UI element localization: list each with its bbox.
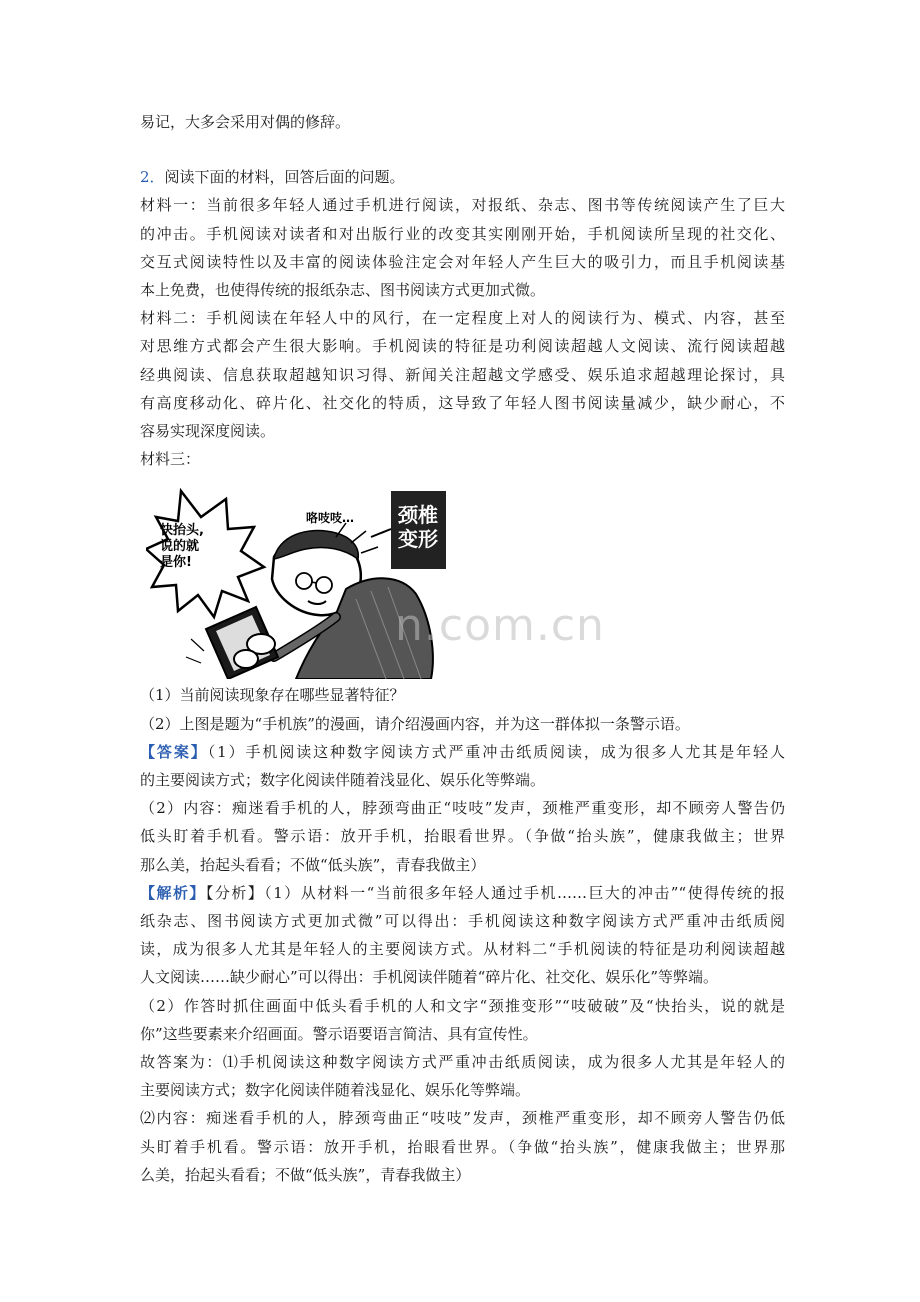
- final-answer-line: 么美，抬起头看看；不做“低头族”，青春我做主）: [140, 1165, 471, 1184]
- answer2-line: 低头盯着手机看。警示语：放开手机，抬眼看世界。（争做“抬头族”，健康我做主；世界: [140, 827, 785, 846]
- analysis-line: 人文阅读……缺少耐心”可以得出：手机阅读伴随着“碎片化、社交化、娱乐化”等弊端。: [140, 968, 719, 987]
- analysis-line: 纸杂志、图书阅读方式更加式微”可以得出：手机阅读这种数字阅读方式严重冲击纸质阅: [140, 912, 785, 931]
- answer-text: （1）手机阅读这种数字阅读方式严重冲击纸质阅读，成为很多人尤其是年轻人: [207, 742, 785, 761]
- question-heading: [140, 163, 785, 191]
- bubble-line: 说的就: [160, 539, 200, 555]
- question-item: （1）当前阅读现象存在哪些显著特征？: [140, 686, 405, 705]
- watermark: n.com.cn: [395, 600, 605, 651]
- comic-sign-text: [398, 503, 438, 551]
- answer-line: [140, 738, 785, 766]
- answer2-line: 那么美，抬起头看看；不做“低头族”，青春我做主）: [140, 855, 486, 874]
- material2-line: 有高度移动化、碎片化、社交化的特质，这导致了年轻人图书阅读量减少，缺少耐心，不: [140, 393, 785, 412]
- final-answer-line: 主要阅读方式；数字化阅读伴随着浅显化、娱乐化等弊端。: [140, 1081, 531, 1100]
- analysis2-line: 你”这些要素来介绍画面。警示语要语言简洁、具有宣传性。: [140, 1024, 538, 1043]
- analysis-text: 【分析】（1）从材料一“当前很多年轻人通过手机……巨大的冲击”“使得传统的报: [205, 883, 785, 902]
- comic-bubble-text: [160, 523, 204, 571]
- answer-tag: 【答案】: [140, 742, 208, 761]
- spacer: [140, 136, 785, 163]
- analysis-tag: 【解析】: [140, 883, 206, 902]
- question-number: 2．: [140, 168, 165, 187]
- material1-line: 材料一：当前很多年轻人通过手机进行阅读，对报纸、杂志、图书等传统阅读产生了巨大: [140, 196, 785, 215]
- material3-label: 材料三：: [140, 450, 201, 469]
- question-item: （2）上图是题为“手机族”的漫画，请介绍漫画内容，并为这一群体拟一条警示语。: [140, 714, 690, 733]
- bubble-line: 快抬头,: [160, 523, 204, 539]
- final-answer-line: 头盯着手机看。警示语：放开手机，抬眼看世界。（争做“抬头族”，健康我做主；世界那: [140, 1137, 785, 1156]
- material1-line: 交互式阅读特性以及丰富的阅读体验注定会对年轻人产生巨大的吸引力，而且手机阅读基: [140, 252, 785, 271]
- text-line: 易记，大多会采用对偶的修辞。: [140, 113, 351, 131]
- material2-line: 对思维方式都会产生很大影响。手机阅读的特征是功利阅读超越人文阅读、流行阅读超越: [140, 337, 785, 356]
- material2-line: 材料二：手机阅读在年轻人中的风行，在一定程度上对人的阅读行为、模式、内容，甚至: [140, 309, 785, 328]
- final-answer-line: ⑵内容：痴迷看手机的人，脖颈弯曲正“吱吱”发声，颈椎严重变形，却不顾旁人警告仍低: [140, 1109, 785, 1128]
- sign-line: 变形: [398, 527, 438, 552]
- answer2-line: （2）内容：痴迷看手机的人，脖颈弯曲正“吱吱”发声，颈椎严重变形，却不顾旁人警告仍: [140, 799, 785, 818]
- sign-line: 颈椎: [398, 503, 438, 528]
- analysis-line: 读，成为很多人尤其是年轻人的主要阅读方式。从材料二“手机阅读的特征是功利阅读超越: [140, 940, 785, 959]
- analysis2-line: （2）作答时抓住画面中低头看手机的人和文字“颈推变形”“吱破破”及“快抬头，说的就是: [140, 996, 785, 1015]
- material2-line: 容易实现深度阅读。: [140, 422, 276, 441]
- comic-sound-text: 咯吱吱…: [306, 511, 355, 526]
- material1-line: 本上免费，也使得传统的报纸杂志、图书阅读方式更加式微。: [140, 281, 546, 300]
- final-answer-line: 故答案为：⑴手机阅读这种数字阅读方式严重冲击纸质阅读，成为很多人尤其是年轻人的: [140, 1053, 785, 1072]
- analysis-line: [140, 879, 785, 907]
- bubble-line: 是你!: [160, 555, 192, 571]
- answer-line: 的主要阅读方式；数字化阅读伴随着浅显化、娱乐化等弊端。: [140, 771, 546, 790]
- question-text: 阅读下面的材料，回答后面的问题。: [164, 168, 405, 187]
- material2-line: 经典阅读、信息获取超越知识习得、新闻关注超越文学感受、娱乐追求超越理论探讨，具: [140, 365, 785, 384]
- material1-line: 的冲击。手机阅读对读者和对出版行业的改变其实刚刚开始，手机阅读所呈现的社交化、: [140, 224, 785, 243]
